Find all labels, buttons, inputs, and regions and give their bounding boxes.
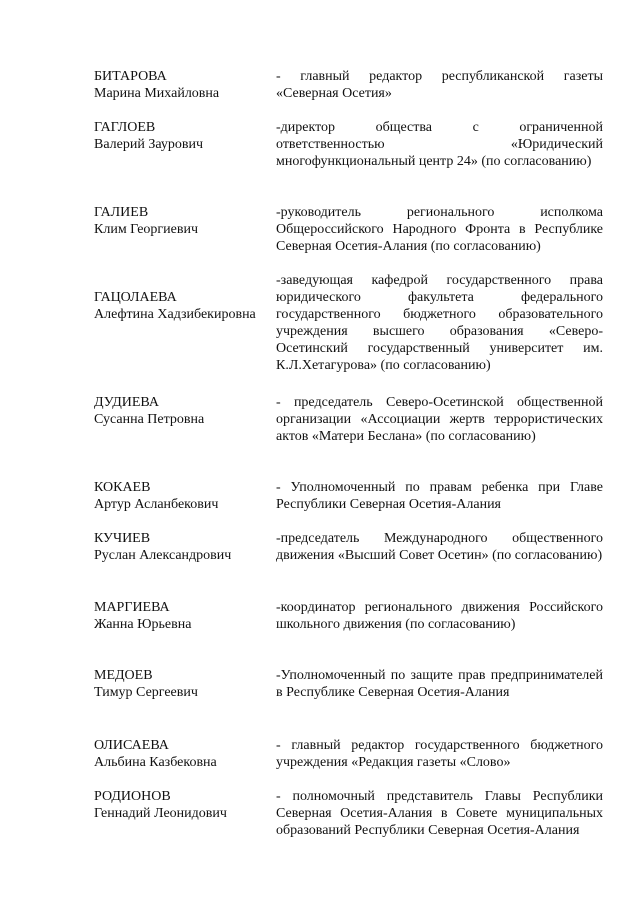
- member-name: [94, 667, 276, 701]
- member-role: -заведующая кафедрой государственного права юридического факультета федерального государственного бюджетного образовательного учреждения высшего образования «Северо-Осетинский государственный университет им. К.Л.Хетагурова» (по согласованию): [276, 273, 603, 373]
- member-given-name: Альбина Казбековна: [94, 755, 217, 770]
- member-role: -Уполномоченный по защите прав предпринимателей в Республике Северная Осетия-Алания: [276, 668, 603, 700]
- member-given-name: Сусанна Петровна: [94, 412, 205, 427]
- member-role: -координатор регионального движения Российского школьного движения (по согласованию): [276, 600, 603, 632]
- member-surname: КОКАЕВ: [94, 480, 151, 495]
- member-name: [94, 737, 276, 771]
- member-role: -председатель Международного общественного движения «Высший Совет Осетин» (по согласованию): [276, 531, 603, 563]
- member-role: -руководитель регионального исполкома Общероссийского Народного Фронта в Республике Северная Осетия-Алания (по согласованию): [276, 205, 603, 254]
- member-name: [94, 68, 276, 102]
- member-surname: ОЛИСАЕВА: [94, 738, 169, 753]
- member-role: - Уполномоченный по правам ребенка при Главе Республики Северная Осетия-Алания: [276, 480, 603, 512]
- member-given-name: Валерий Заурович: [94, 137, 204, 152]
- member-name: [94, 289, 276, 323]
- member-name: [94, 479, 276, 513]
- member-given-name: Алефтина Хадзибекировна: [94, 307, 256, 322]
- member-role: - председатель Северо-Осетинской общественной организации «Ассоциации жертв террористических актов «Матери Беслана» (по согласованию): [276, 395, 603, 444]
- member-given-name: Жанна Юрьевна: [94, 617, 192, 632]
- member-given-name: Марина Михайловна: [94, 86, 220, 101]
- member-role: -директор общества с ограниченной ответственностью «Юридический многофункциональный центр 24» (по согласованию): [276, 120, 603, 169]
- member-name: [94, 530, 276, 564]
- member-role: - главный редактор республиканской газеты «Северная Осетия»: [276, 69, 603, 101]
- member-surname: ГАЦОЛАЕВА: [94, 290, 177, 305]
- member-given-name: Артур Асланбекович: [94, 497, 219, 512]
- member-given-name: Клим Георгиевич: [94, 222, 199, 237]
- member-given-name: Тимур Сергеевич: [94, 685, 198, 700]
- member-name: [94, 204, 276, 238]
- member-surname: КУЧИЕВ: [94, 531, 151, 546]
- member-name: [94, 599, 276, 633]
- member-given-name: Геннадий Леонидович: [94, 806, 227, 821]
- member-name: [94, 119, 276, 153]
- member-role: - главный редактор государственного бюджетного учреждения «Редакция газеты «Слово»: [276, 738, 603, 770]
- member-surname: МАРГИЕВА: [94, 600, 170, 615]
- member-name: [94, 394, 276, 428]
- member-name: [94, 788, 276, 822]
- member-surname: БИТАРОВА: [94, 69, 167, 84]
- member-surname: МЕДОЕВ: [94, 668, 153, 683]
- member-surname: ДУДИЕВА: [94, 395, 159, 410]
- member-role: - полномочный представитель Главы Республики Северная Осетия-Алания в Совете муниципальных образований Республики Северная Осетия-Алания: [276, 789, 603, 838]
- member-given-name: Руслан Александрович: [94, 548, 232, 563]
- member-surname: ГАГЛОЕВ: [94, 120, 156, 135]
- member-surname: ГАЛИЕВ: [94, 205, 149, 220]
- member-surname: РОДИОНОВ: [94, 789, 171, 804]
